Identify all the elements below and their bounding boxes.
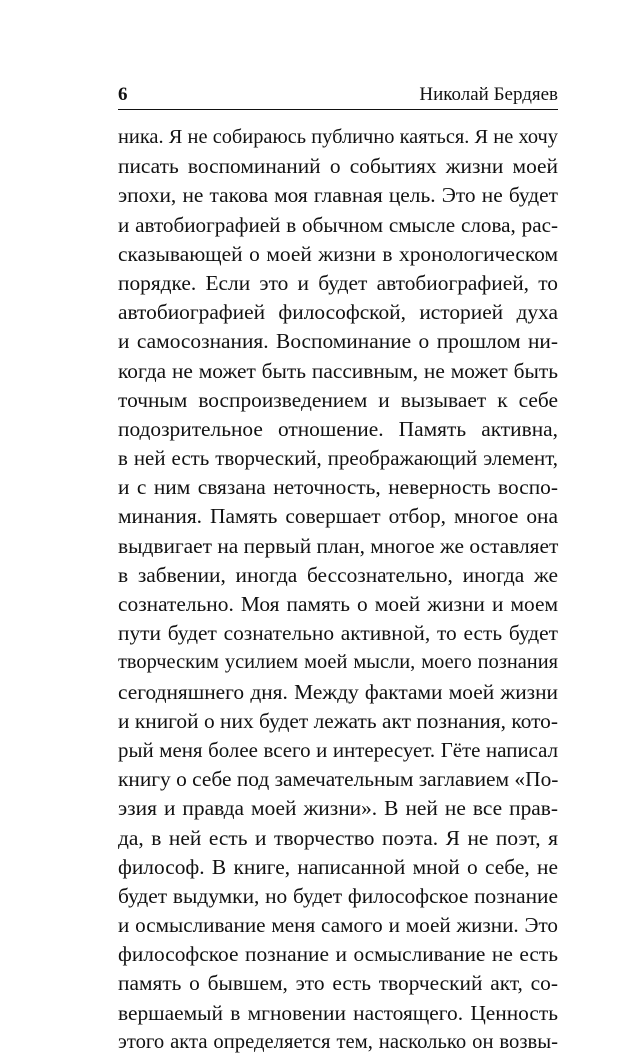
text-line: и самосознания. Воспоминание о прошлом ни- (118, 329, 558, 354)
text-line: и автобиографией в обычном смысле слова, рас- (118, 212, 558, 237)
text-line: когда не может быть пассивным, не может быть (118, 358, 558, 383)
text-line: точным воспроизведением и вызывает к себе (118, 387, 558, 412)
text-line: память о бывшем, это есть творческий акт, со- (118, 971, 558, 996)
text-line: выдвигает на первый план, многое же оставляет (118, 533, 559, 558)
text-line: автобиографией философской, историей духа (118, 300, 558, 325)
text-line: минания. Память совершает отбор, многое она (118, 504, 558, 529)
page-number: 6 (118, 84, 128, 105)
text-line: в ней есть творческий, преображающий элемент, (118, 446, 558, 471)
body-text (118, 123, 558, 1057)
text-line: и с ним связана неточность, неверность воспо- (118, 475, 558, 500)
text-line: книгу о себе под замечательным заглавием «По- (118, 767, 559, 792)
text-line: эзия и правда моей жизни». В ней не все прав- (118, 796, 558, 821)
text-line: сознательно. Моя память о моей жизни и моем (118, 592, 558, 616)
text-line: сказывающей о моей жизни в хронологическом (118, 241, 558, 266)
running-head-author: Николай Бердяев (419, 84, 558, 105)
text-line: писать воспоминаний о событиях жизни моей (118, 154, 558, 179)
text-line: в забвении, иногда бессознательно, иногда же (118, 562, 558, 587)
text-line: будет выдумки, но будет философское познание (118, 883, 558, 908)
header-rule (118, 109, 558, 110)
text-line: вершаемый в мгновении настоящего. Ценность (118, 1000, 558, 1025)
text-line: этого акта определяется тем, насколько он возвы- (118, 1030, 558, 1053)
text-line: и осмысливание меня самого и моей жизни. Это (118, 913, 558, 938)
text-line: творческим усилием моей мысли, моего познания (118, 651, 558, 674)
running-header (118, 84, 558, 112)
text-line: сегодняшнего дня. Между фактами моей жизни (118, 679, 558, 704)
text-line: рый меня более всего и интересует. Гёте написал (118, 737, 558, 762)
text-line: философское познание и осмысливание не есть (118, 942, 558, 967)
text-line: да, в ней есть и творчество поэта. Я не поэт, я (118, 825, 558, 850)
text-line: ника. Я не собираюсь публично каяться. Я не хочу (118, 126, 558, 148)
text-line: порядке. Если это и будет автобиографией, то (118, 270, 558, 295)
text-line: подозрительное отношение. Память активна, (118, 416, 558, 441)
text-line: и книгой о них будет лежать акт познания, кото- (118, 708, 558, 733)
text-line: эпохи, не такова моя главная цель. Это не будет (118, 183, 558, 208)
text-line: философ. В книге, написанной мной о себе, не (118, 854, 558, 879)
text-line: пути будет сознательно активной, то есть будет (118, 621, 558, 646)
